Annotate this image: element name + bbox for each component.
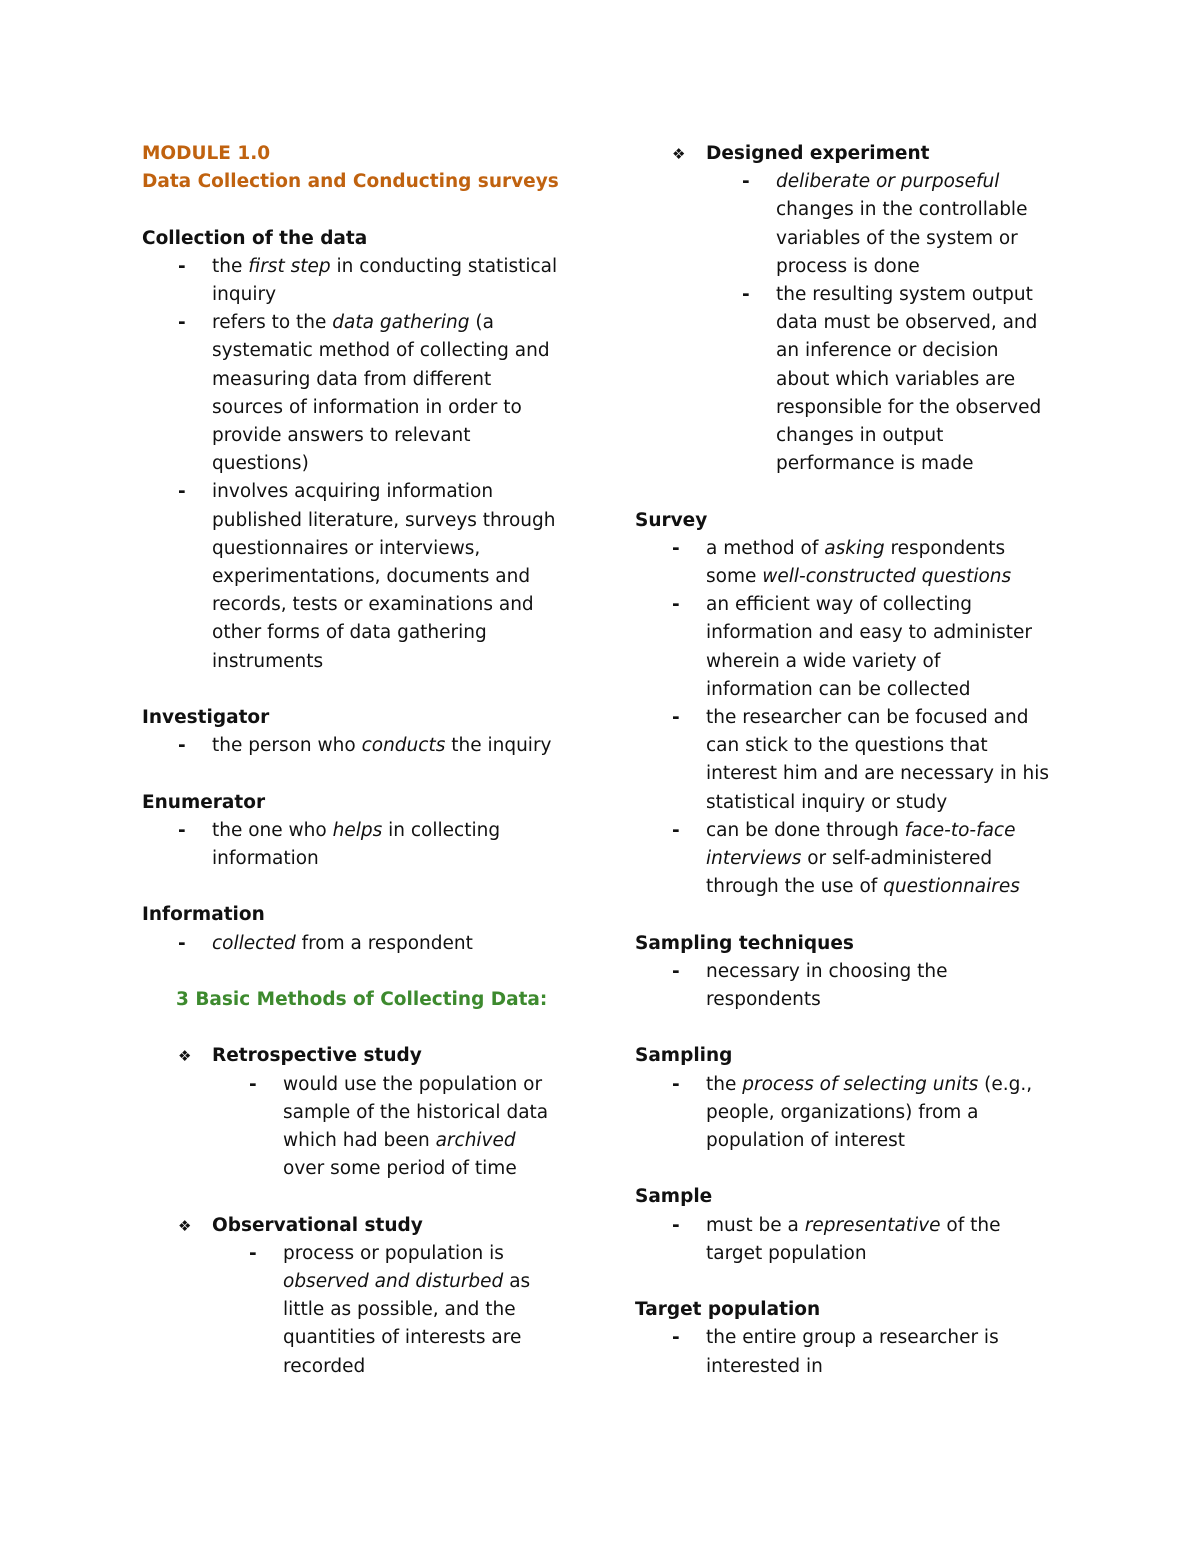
investigator-heading: Investigator bbox=[142, 707, 270, 729]
list-item bbox=[142, 732, 612, 760]
text: must be a bbox=[706, 1214, 805, 1236]
list-item bbox=[635, 958, 1095, 1014]
sampling-techniques-heading: Sampling techniques bbox=[635, 932, 854, 954]
text: through the use of bbox=[706, 876, 884, 898]
diamond-bullet-icon: ❖ bbox=[178, 1216, 192, 1235]
text: sample of the historical data bbox=[283, 1101, 549, 1123]
left-column bbox=[142, 140, 612, 1381]
list-item bbox=[142, 930, 612, 958]
list-item bbox=[635, 1324, 1095, 1380]
collection-heading: Collection of the data bbox=[142, 227, 368, 249]
text: questionnaires or interviews, bbox=[212, 537, 481, 559]
text: respondents bbox=[706, 989, 821, 1011]
text: variables of the system or bbox=[776, 227, 1018, 249]
text: in conducting statistical bbox=[330, 255, 558, 277]
text: some bbox=[706, 566, 763, 588]
text: (a bbox=[469, 312, 494, 334]
text: process or population is bbox=[283, 1242, 504, 1264]
emphasis: observed and disturbed bbox=[283, 1271, 504, 1293]
text: a method of bbox=[706, 537, 825, 559]
method-observational bbox=[142, 1212, 612, 1240]
text: changes in output bbox=[776, 425, 944, 447]
target-population-list bbox=[635, 1324, 1095, 1380]
text: interest him and are necessary in his bbox=[706, 763, 1050, 785]
text: can be done through bbox=[706, 819, 905, 841]
text: records, tests or examinations and bbox=[212, 594, 534, 616]
text: in collecting bbox=[382, 819, 501, 841]
method-title: Designed experiment bbox=[706, 143, 930, 164]
text: from a respondent bbox=[295, 932, 473, 954]
diamond-bullet-icon: ❖ bbox=[178, 1047, 192, 1066]
text: over some period of time bbox=[283, 1158, 517, 1180]
target-population-heading: Target population bbox=[635, 1299, 821, 1321]
emphasis: archived bbox=[435, 1130, 516, 1152]
emphasis: face-to-face bbox=[904, 819, 1016, 841]
sampling-heading: Sampling bbox=[635, 1045, 733, 1067]
emphasis: first step bbox=[248, 255, 331, 277]
list-item bbox=[142, 1240, 612, 1381]
text: the bbox=[212, 255, 249, 277]
text: the person who bbox=[212, 735, 362, 757]
emphasis: representative bbox=[804, 1214, 941, 1236]
survey-list bbox=[635, 535, 1095, 902]
text: questions) bbox=[212, 453, 309, 475]
list-item bbox=[635, 591, 1095, 704]
list-item bbox=[142, 1071, 612, 1184]
text: experimentations, documents and bbox=[212, 566, 531, 588]
list-item bbox=[142, 309, 612, 478]
emphasis: well-constructed questions bbox=[762, 566, 1012, 588]
text: data must be observed, and bbox=[776, 312, 1038, 334]
text: which had been bbox=[283, 1130, 436, 1152]
emphasis: deliberate or purposeful bbox=[776, 171, 1000, 193]
emphasis: interviews bbox=[706, 848, 802, 870]
text: or self-administered bbox=[801, 848, 993, 870]
methods-heading: 3 Basic Methods of Collecting Data: bbox=[176, 989, 548, 1011]
text: responsible for the observed bbox=[776, 396, 1042, 418]
list-item bbox=[635, 1212, 1095, 1268]
text: information bbox=[212, 848, 319, 870]
text: published literature, surveys through bbox=[212, 509, 556, 531]
text: an inference or decision bbox=[776, 340, 999, 362]
emphasis: questionnaires bbox=[883, 876, 1020, 898]
text: (e.g., bbox=[978, 1073, 1033, 1095]
list-item bbox=[142, 817, 612, 873]
text: people, organizations) from a bbox=[706, 1101, 979, 1123]
information-heading: Information bbox=[142, 904, 265, 926]
information-list bbox=[142, 930, 612, 958]
text: quantities of interests are bbox=[283, 1327, 522, 1349]
sampling-techniques-list bbox=[635, 958, 1095, 1014]
text: measuring data from different bbox=[212, 368, 492, 390]
list-item bbox=[635, 817, 1095, 902]
text: an efficient way of collecting bbox=[706, 594, 972, 616]
module-title: MODULE 1.0 bbox=[142, 143, 271, 164]
text: would use the population or bbox=[283, 1073, 543, 1095]
emphasis: process of selecting units bbox=[742, 1073, 979, 1095]
sample-list bbox=[635, 1212, 1095, 1268]
text: recorded bbox=[283, 1355, 366, 1377]
text: systematic method of collecting and bbox=[212, 340, 550, 362]
text: interested in bbox=[706, 1355, 823, 1377]
text: the bbox=[706, 1073, 743, 1095]
right-column bbox=[635, 140, 1095, 1381]
list-item bbox=[635, 168, 1095, 281]
list-item bbox=[635, 704, 1095, 817]
collection-list bbox=[142, 253, 612, 676]
text: wherein a wide variety of bbox=[706, 650, 941, 672]
text: process is done bbox=[776, 255, 920, 277]
emphasis: helps bbox=[332, 819, 383, 841]
survey-heading: Survey bbox=[635, 509, 708, 531]
text: inquiry bbox=[212, 284, 277, 305]
text: sources of information in order to bbox=[212, 396, 522, 418]
retrospective-list bbox=[142, 1071, 612, 1184]
text: provide answers to relevant bbox=[212, 425, 471, 447]
text: instruments bbox=[212, 650, 324, 672]
text: changes in the controllable bbox=[776, 199, 1028, 221]
list-item bbox=[142, 253, 612, 309]
text: the researcher can be focused and bbox=[706, 707, 1029, 729]
text: other forms of data gathering bbox=[212, 622, 487, 644]
text: population of interest bbox=[706, 1130, 906, 1152]
text: the resulting system output bbox=[776, 284, 1033, 306]
text: about which variables are bbox=[776, 368, 1016, 390]
enumerator-list bbox=[142, 817, 612, 873]
text: information can be collected bbox=[706, 678, 971, 700]
designed-list bbox=[635, 168, 1095, 478]
diamond-bullet-icon: ❖ bbox=[672, 145, 686, 163]
text: little as possible, and the bbox=[283, 1299, 516, 1321]
text: can stick to the questions that bbox=[706, 735, 988, 757]
emphasis: asking bbox=[824, 537, 885, 559]
text: target population bbox=[706, 1242, 867, 1264]
module-subtitle: Data Collection and Conducting surveys bbox=[142, 171, 559, 193]
method-retrospective bbox=[142, 1042, 612, 1070]
text: the inquiry bbox=[445, 735, 552, 757]
emphasis: collected bbox=[212, 932, 296, 954]
list-item bbox=[635, 281, 1095, 478]
text: of the bbox=[940, 1214, 1001, 1236]
sampling-list bbox=[635, 1071, 1095, 1156]
text: necessary in choosing the bbox=[706, 960, 948, 982]
observational-list bbox=[142, 1240, 612, 1381]
enumerator-heading: Enumerator bbox=[142, 791, 266, 813]
text: statistical inquiry or study bbox=[706, 791, 948, 813]
text: the entire group a researcher is bbox=[706, 1327, 999, 1349]
method-designed bbox=[635, 140, 1095, 168]
method-title: Retrospective study bbox=[212, 1045, 422, 1067]
text: refers to the bbox=[212, 312, 333, 334]
text: performance is made bbox=[776, 453, 974, 475]
text: respondents bbox=[884, 537, 1006, 559]
list-item bbox=[142, 478, 612, 675]
text: the one who bbox=[212, 819, 333, 841]
text: involves acquiring information bbox=[212, 481, 494, 503]
emphasis: conducts bbox=[361, 735, 446, 757]
method-title: Observational study bbox=[212, 1214, 423, 1236]
sample-heading: Sample bbox=[635, 1186, 713, 1208]
text: as bbox=[503, 1271, 531, 1293]
list-item bbox=[635, 535, 1095, 591]
text: information and easy to administer bbox=[706, 622, 1032, 644]
investigator-list bbox=[142, 732, 612, 760]
emphasis: data gathering bbox=[332, 312, 470, 334]
list-item bbox=[635, 1071, 1095, 1156]
